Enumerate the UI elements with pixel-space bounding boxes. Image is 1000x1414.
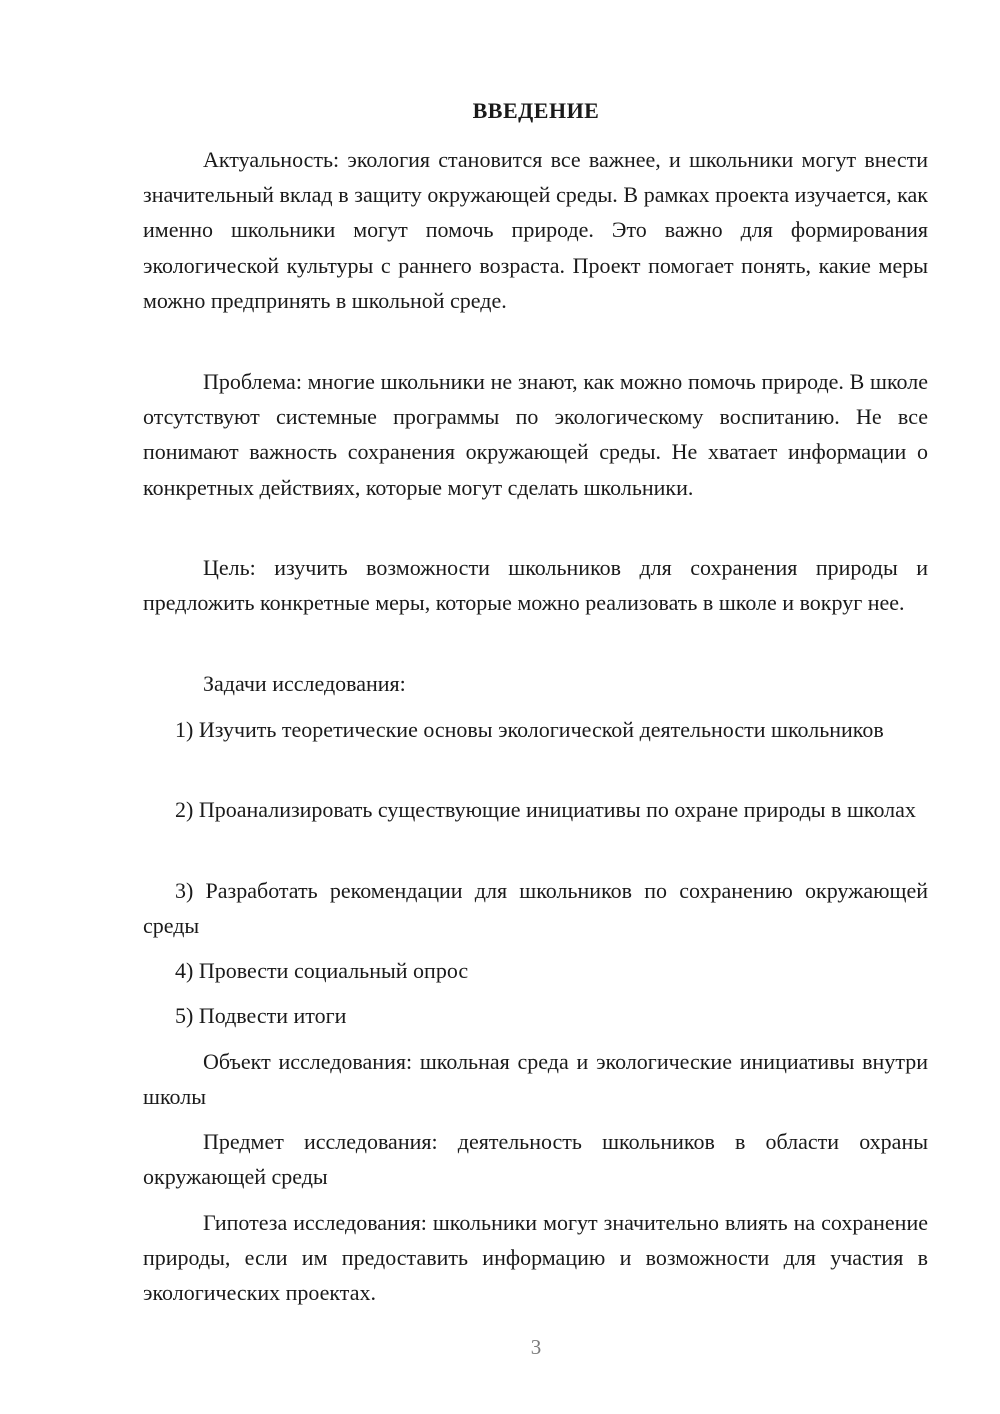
page-title: ВВЕДЕНИЕ: [472, 98, 600, 123]
task-item-2: 2) Проанализировать существующие инициативы по охране природы в школах: [175, 797, 916, 822]
task-item-1: 1) Изучить теоретические основы экологической деятельности школьников: [175, 717, 884, 742]
task-item-5: 5) Подвести итоги: [175, 1003, 347, 1028]
hypothesis-paragraph: Гипотеза исследования: школьники могут значительно влиять на сохранение природы, если им предоставить информацию и возможности для участия в экологических проектах.: [143, 1210, 928, 1306]
task-item-3: 3) Разработать рекомендации для школьников по сохранению окружающей среды: [143, 878, 928, 939]
tasks-heading: Задачи исследования:: [203, 671, 406, 696]
page-number: 3: [530, 1335, 542, 1359]
problem-paragraph: Проблема: многие школьники не знают, как можно помочь природе. В школе отсутствуют системные программы по экологическому воспитанию. Не все понимают важность сохранения окружающей среды. Не хватает информации о конкретных действиях, которые могут сделать школьники.: [143, 369, 928, 500]
subject-paragraph: Предмет исследования: деятельность школьников в области охраны окружающей среды: [143, 1129, 928, 1190]
relevance-paragraph: Актуальность: экология становится все важнее, и школьники могут внести значительный вклад в защиту окружающей среды. В рамках проекта изучается, как именно школьники могут помочь природе. Это важно для формирования экологической культуры с раннего возраста. Проект помогает понять, какие меры можно предпринять в школьной среде.: [143, 147, 928, 313]
object-paragraph: Объект исследования: школьная среда и экологические инициативы внутри школы: [143, 1049, 928, 1110]
goal-paragraph: Цель: изучить возможности школьников для сохранения природы и предложить конкретные меры, которые можно реализовать в школе и вокруг нее.: [143, 555, 928, 616]
task-item-4: 4) Провести социальный опрос: [175, 958, 469, 983]
